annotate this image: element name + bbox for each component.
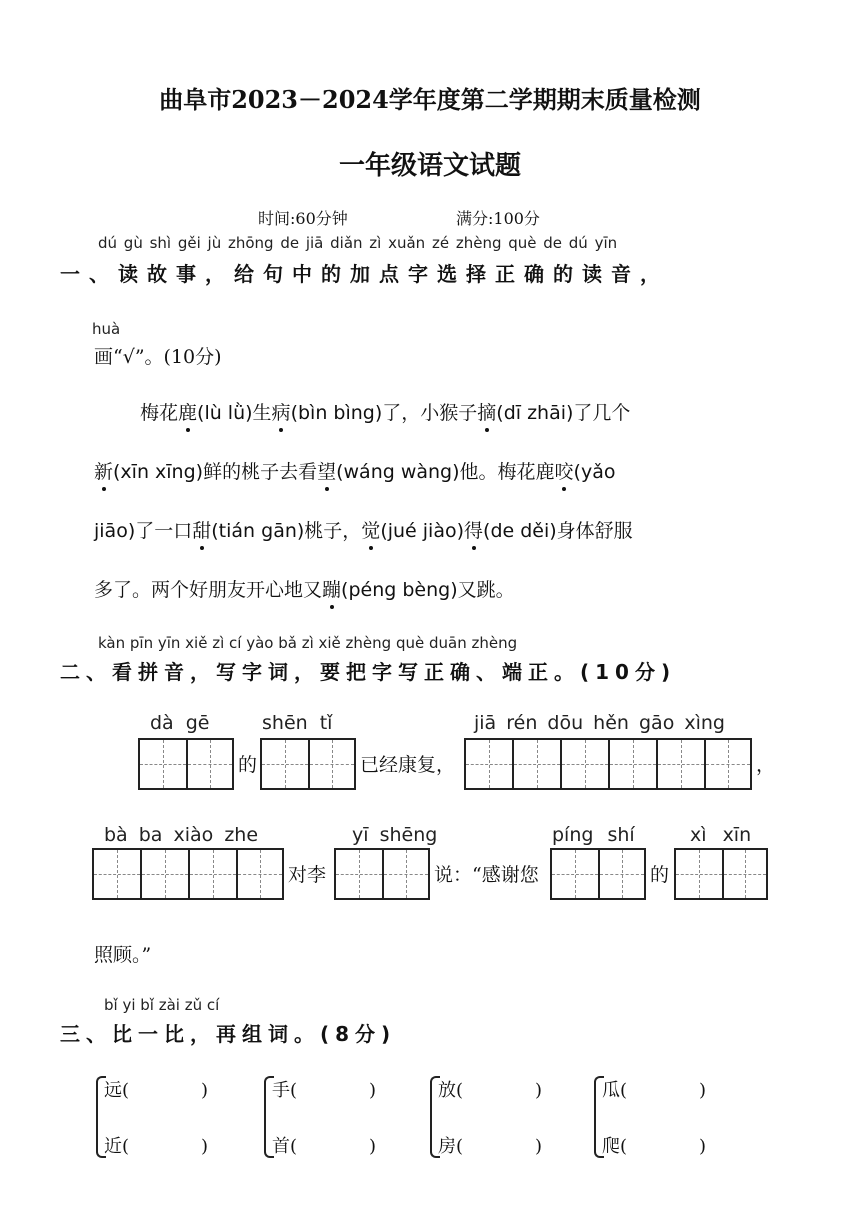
exam-subtitle: 一年级语文试题 — [338, 151, 521, 181]
word-bottom-4[interactable]: 爬( ) — [602, 1136, 707, 1157]
section1-heading2: 画“√”。(10分) — [94, 346, 222, 368]
word-bottom-3[interactable]: 房( ) — [438, 1136, 543, 1157]
word-top-2[interactable]: 手( ) — [272, 1080, 377, 1101]
write-box-yisheng[interactable] — [334, 848, 430, 900]
word-bottom-2[interactable]: 首( ) — [272, 1136, 377, 1157]
story-line-4: 多了。两个好朋友开心地又蹦(péng bèng)又跳。 — [94, 579, 515, 601]
exam-title: 曲阜市2023－2024学年度第二学期期末质量检测 — [159, 85, 701, 114]
row2-tail: 照顾。” — [94, 944, 152, 966]
write-box-shenti[interactable] — [260, 738, 356, 790]
section2-pinyin: kàn pīn yīn xiě zì cí yào bǎ zì xiě zhèng què duān zhèng — [98, 634, 518, 652]
section3-pinyin: bǐ yi bǐ zài zǔ cí — [104, 996, 220, 1014]
row1-text-1: 的 — [238, 754, 258, 776]
row1-pinyin-3: jiā rén dōu hěn gāo xìng — [474, 712, 725, 734]
word-bottom-1[interactable]: 近( ) — [104, 1136, 209, 1157]
write-box-xixin[interactable] — [674, 848, 770, 900]
write-box-jiarendouhengaoxing[interactable] — [464, 738, 752, 790]
word-top-3[interactable]: 放( ) — [438, 1080, 543, 1101]
word-pair-2 — [272, 1076, 376, 1158]
word-pair-3 — [438, 1076, 542, 1158]
section1-heading: 一、读故事，给句中的加点字选择正确的读音， — [60, 262, 669, 286]
row2-pinyin-2: yī shēng — [352, 824, 438, 846]
row2-text-2: 说：“感谢您 — [434, 864, 539, 886]
row2-pinyin-1: bà ba xiào zhe — [104, 824, 259, 846]
row1-pinyin-2: shēn tǐ — [262, 712, 333, 734]
row2-text-3: 的 — [650, 864, 670, 886]
write-box-babaxiaozhe[interactable] — [92, 848, 284, 900]
word-pair-1 — [104, 1076, 208, 1158]
row1-text-2: 已经康复， — [360, 754, 456, 776]
exam-time: 时间:60分钟 — [258, 209, 348, 228]
row2-pinyin-3: píng shí — [552, 824, 635, 846]
write-box-pingshi[interactable] — [550, 848, 646, 900]
row2-text-1: 对李 — [288, 864, 327, 886]
word-pair-4 — [602, 1076, 706, 1158]
section3-heading: 三、比一比，再组词。(8分) — [60, 1022, 397, 1046]
row1-text-3: ， — [756, 754, 776, 776]
exam-score: 满分:100分 — [456, 209, 540, 228]
word-top-4[interactable]: 瓜( ) — [602, 1080, 707, 1101]
story-line-3: jiāo)了一口甜(tián gān)桃子，觉(jué jiào)得(de děi)身体舒服 — [94, 520, 633, 542]
write-box-dage[interactable] — [138, 738, 234, 790]
section2-heading: 二、看拼音，写字词，要把字写正确、端正。(10分) — [60, 660, 677, 684]
row2-pinyin-4: xì xīn — [690, 824, 752, 846]
word-top-1[interactable]: 远( ) — [104, 1080, 209, 1101]
story-line-2: 新(xīn xīng)鲜的桃子去看望(wáng wàng)他。梅花鹿咬(yǎo — [94, 461, 616, 483]
story-line-1: 梅花鹿(lù lǜ)生病(bìn bìng)了，小猴子摘(dī zhāi)了几个 — [140, 402, 631, 424]
row1-pinyin-1: dà gē — [150, 712, 210, 734]
section1-pinyin: dú gù shì gěi jù zhōng de jiā diǎn zì xuǎn zé zhèng què de dú yīn — [98, 234, 618, 252]
section1-pinyin2: huà — [92, 320, 121, 338]
